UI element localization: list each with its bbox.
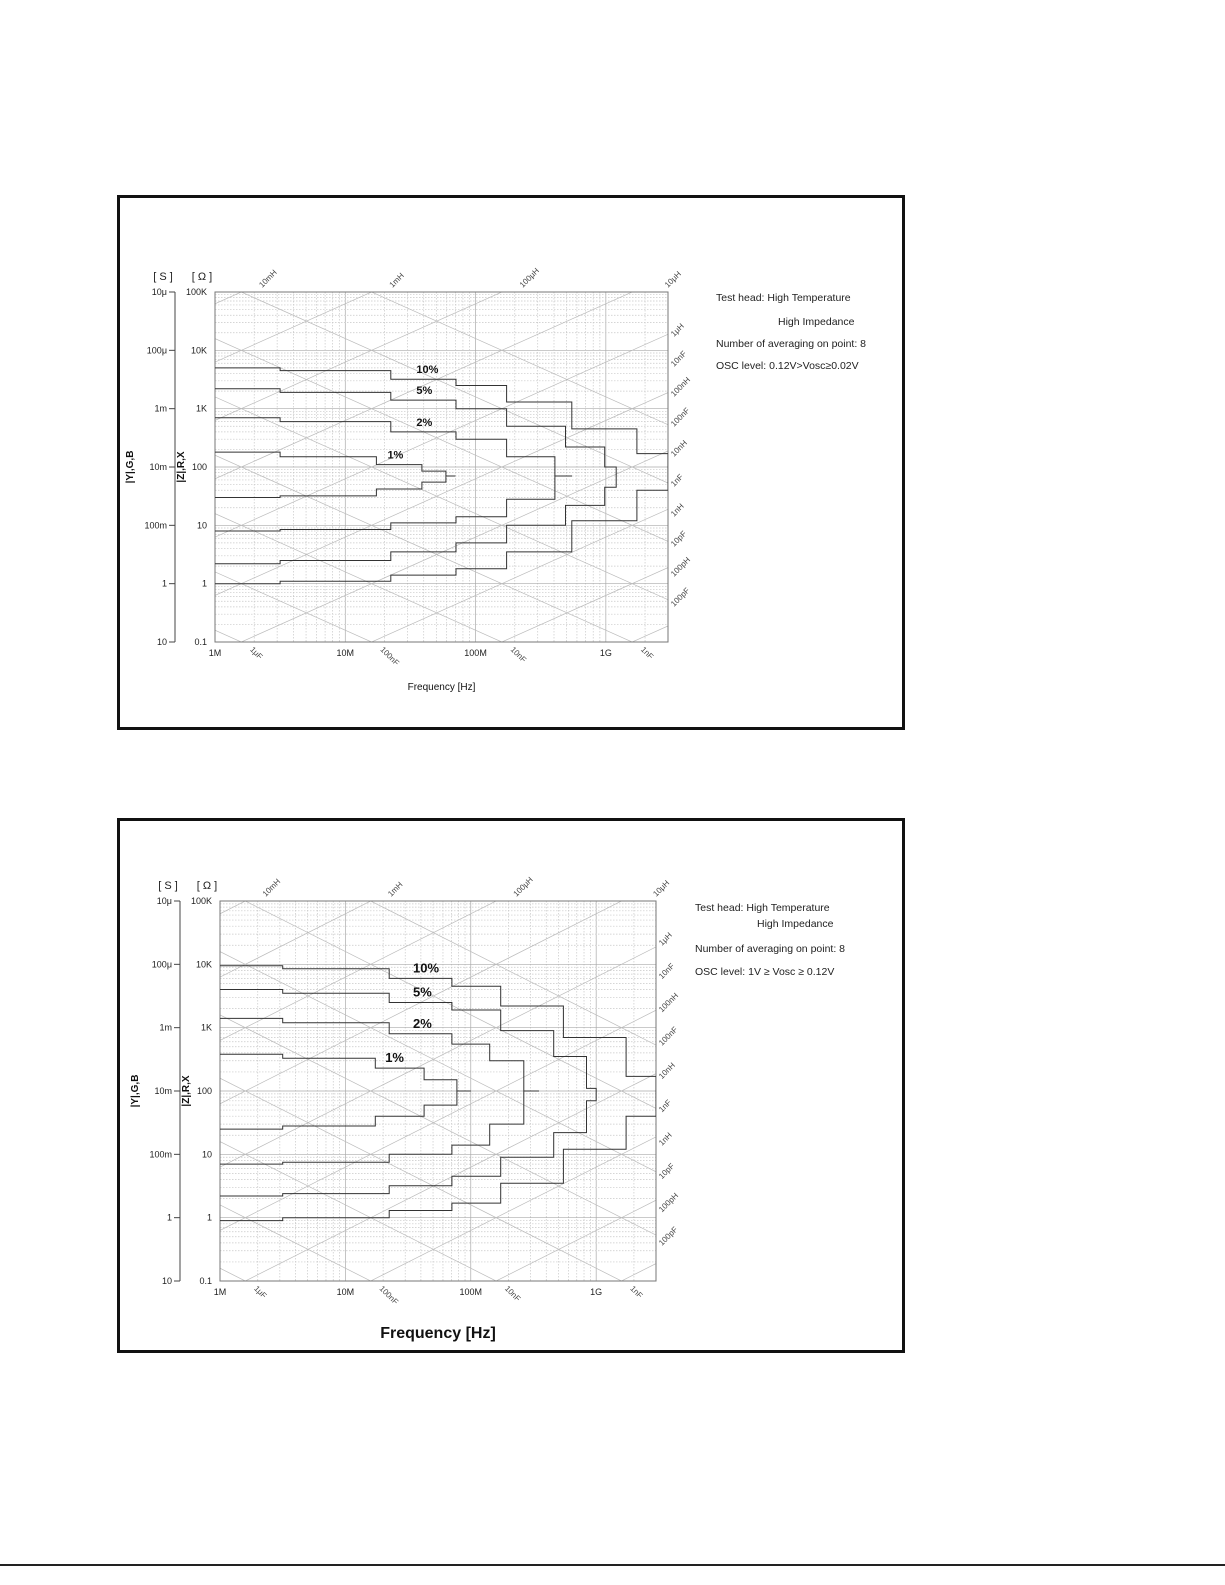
impedance-unit-label: [ Ω ]	[196, 880, 218, 892]
admittance-unit-label: [ S ]	[158, 880, 178, 892]
x-tick-label: 1G	[590, 1287, 603, 1297]
chart-panel-1	[117, 195, 905, 730]
accuracy-contour-5pct	[220, 990, 596, 1197]
x-tick-label: 100M	[459, 1287, 483, 1297]
info-text-line1: Test head: High Temperature	[716, 292, 851, 304]
impedance-unit-label: [ Ω ]	[191, 271, 213, 283]
inductance-label-top: 10μH	[662, 269, 683, 290]
impedance-tick-label: 10	[201, 1149, 212, 1160]
admittance-tick-label: 1	[161, 578, 167, 589]
inductance-label-top: 100μH	[517, 266, 541, 290]
grid-capacitance-line	[215, 689, 668, 727]
capacitance-label-bottom: 10nF	[508, 645, 528, 665]
admittance-tick-label: 100m	[144, 520, 167, 531]
capacitance-label-bottom: 1nF	[639, 645, 656, 662]
grid-inductance-line	[215, 198, 668, 304]
capacitance-label-bottom: 10nF	[502, 1284, 523, 1304]
impedance-tick-label: 100K	[190, 896, 212, 906]
impedance-tick-label: 100K	[185, 287, 207, 297]
impedance-tick-label: 1	[206, 1212, 212, 1223]
info-text-line2: High Impedance	[757, 918, 834, 930]
inductance-label-top: 10mH	[257, 267, 279, 290]
grid-inductance-line	[220, 821, 656, 1040]
right-side-label: 100pH	[657, 1191, 681, 1215]
impedance-tick-label: 10K	[195, 959, 212, 970]
right-side-label: 100pH	[669, 555, 693, 579]
right-side-label: 1nH	[669, 501, 686, 519]
right-side-label: 1nF	[669, 472, 686, 489]
admittance-axis-title: |Y|,G,B	[130, 1074, 141, 1108]
info-text-line2: High Impedance	[778, 316, 855, 328]
contour-label-1pct: 1%	[385, 1050, 405, 1066]
impedance-tick-label: 100	[196, 1086, 212, 1096]
inductance-label-top: 10mH	[260, 876, 283, 899]
right-side-label: 100pF	[657, 1225, 680, 1248]
right-side-label: 10pF	[657, 1161, 677, 1181]
contour-label-10pct: 10%	[416, 364, 439, 377]
admittance-tick-label: 1m	[154, 403, 167, 414]
grid-inductance-line	[215, 334, 668, 537]
admittance-tick-label: 100μ	[146, 345, 167, 356]
chart-1-svg	[120, 198, 902, 727]
admittance-tick-label: 10m	[154, 1086, 172, 1096]
grid-capacitance-line	[220, 952, 656, 1172]
admittance-axis-title: |Y|,G,B	[125, 450, 136, 484]
contour-label-2pct: 2%	[416, 416, 433, 429]
x-tick-label: 100M	[464, 648, 487, 658]
contour-label-2pct: 2%	[413, 1015, 432, 1031]
admittance-tick-label: 1m	[159, 1022, 172, 1033]
capacitance-label-bottom: 1nF	[628, 1284, 645, 1301]
right-side-label: 1nF	[657, 1097, 674, 1115]
impedance-tick-label: 1K	[200, 1022, 212, 1033]
admittance-unit-label: [ S ]	[153, 271, 173, 283]
x-axis-title: Frequency [Hz]	[380, 1325, 496, 1342]
admittance-tick-label: 10m	[149, 462, 167, 472]
page-bottom-rule	[0, 1564, 1225, 1566]
capacitance-label-bottom: 1μF	[252, 1284, 269, 1301]
capacitance-label-bottom: 100nF	[378, 645, 401, 668]
info-text-line3: Number of averaging on point: 8	[695, 943, 846, 955]
x-tick-label: 10M	[336, 1287, 355, 1297]
grid-inductance-line	[220, 821, 656, 850]
impedance-tick-label: 1	[201, 578, 207, 589]
right-side-label: 10nF	[669, 349, 689, 369]
contour-label-1pct: 1%	[387, 449, 404, 462]
inductance-label-top: 10μH	[651, 878, 672, 899]
grid-capacitance-line	[220, 1015, 656, 1235]
right-side-label: 10nH	[669, 438, 689, 459]
chart-2-svg	[120, 821, 902, 1350]
right-side-label: 100nH	[657, 991, 681, 1015]
x-tick-label: 10M	[336, 648, 355, 658]
contour-label-5pct: 5%	[413, 984, 432, 1000]
right-side-label: 100nH	[669, 375, 693, 399]
right-side-label: 10nH	[657, 1060, 677, 1081]
info-text-line3: Number of averaging on point: 8	[716, 338, 867, 350]
right-side-label: 1μH	[657, 930, 674, 948]
x-tick-label: 1M	[208, 648, 222, 658]
contour-label-10pct: 10%	[413, 960, 440, 976]
right-side-label: 100nF	[669, 406, 692, 429]
impedance-tick-label: 1K	[195, 403, 207, 414]
grid-group	[220, 821, 656, 1350]
right-side-label: 100pF	[669, 586, 692, 609]
contour-label-5pct: 5%	[416, 385, 433, 398]
accuracy-contour-1pct	[215, 449, 455, 497]
inductance-label-top: 1mH	[386, 880, 405, 899]
x-tick-label: 1M	[213, 1287, 227, 1297]
grid-inductance-line	[220, 821, 656, 977]
info-text-line4: OSC level: 1V ≥ Vosc ≥ 0.12V	[695, 966, 835, 978]
impedance-tick-label: 10K	[190, 345, 207, 356]
info-text-line1: Test head: High Temperature	[695, 902, 830, 914]
admittance-tick-label: 100m	[149, 1149, 172, 1160]
inductance-label-top: 100μH	[511, 875, 535, 899]
admittance-tick-label: 10μ	[156, 896, 172, 906]
x-tick-label: 1G	[599, 648, 612, 658]
admittance-tick-label: 10	[156, 637, 167, 647]
impedance-tick-label: 100	[191, 462, 207, 472]
admittance-tick-label: 10	[161, 1276, 172, 1286]
impedance-axis-title: |Z|,R,X	[181, 1075, 192, 1107]
right-side-label: 10nF	[657, 961, 677, 981]
impedance-tick-label: 10	[196, 520, 207, 531]
chart-panel-2	[117, 818, 905, 1353]
grid-capacitance-line	[220, 1142, 656, 1350]
admittance-tick-label: 10μ	[151, 287, 167, 297]
grid-capacitance-line	[215, 630, 668, 727]
right-side-label: 100nF	[657, 1025, 680, 1048]
admittance-tick-label: 100μ	[151, 959, 172, 970]
right-side-label: 10pF	[669, 529, 689, 549]
admittance-tick-label: 1	[166, 1212, 172, 1223]
inductance-label-top: 1mH	[387, 271, 406, 290]
right-side-label: 1μH	[669, 321, 686, 339]
impedance-tick-label: 0.1	[194, 637, 207, 647]
capacitance-label-bottom: 1μF	[248, 645, 265, 662]
info-text-line4: OSC level: 0.12V>Vosc≥0.02V	[716, 360, 859, 372]
right-side-label: 1nH	[657, 1130, 674, 1148]
impedance-axis-title: |Z|,R,X	[176, 451, 187, 483]
x-axis-title: Frequency [Hz]	[407, 682, 476, 693]
grid-inductance-line	[220, 821, 656, 914]
capacitance-label-bottom: 100nF	[377, 1284, 400, 1307]
impedance-tick-label: 0.1	[199, 1276, 212, 1286]
grid-inductance-line	[215, 198, 668, 245]
